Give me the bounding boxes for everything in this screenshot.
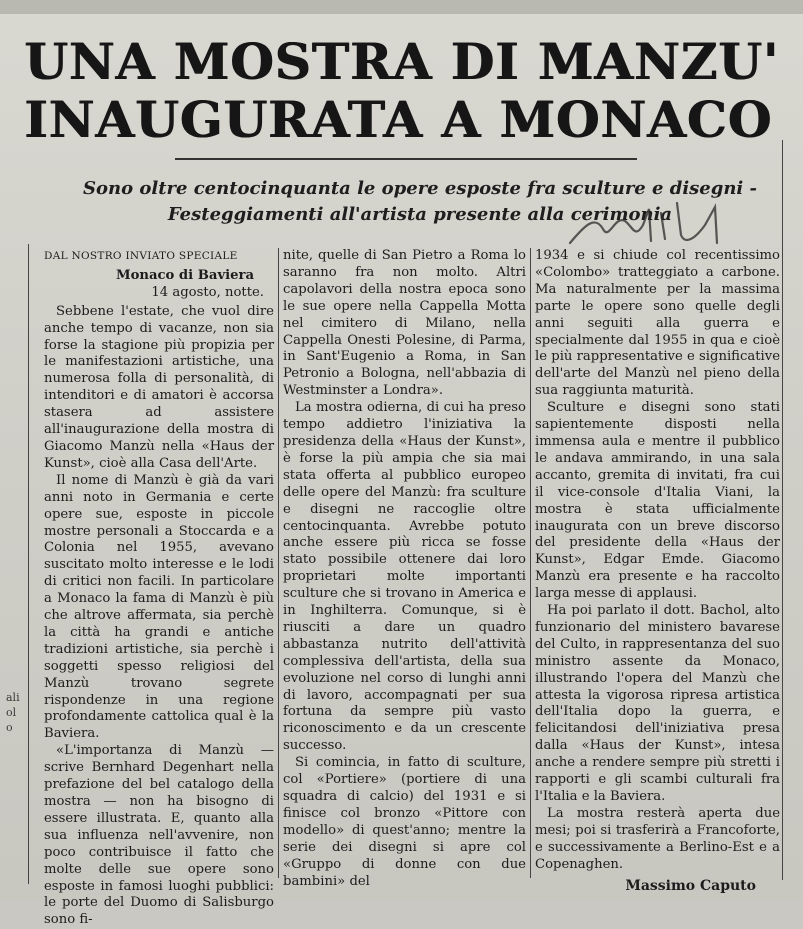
author-signature: Massimo Caputo bbox=[625, 877, 756, 894]
paragraph: La mostra odierna, di cui ha preso tempo addietro l'iniziativa la presidenza della «Haus der Kunst», è forse la più ampia che sia mai stata offerta al pubblico europeo delle opere del Manzù: fra sculture e disegni ne raccoglie oltre centocinquanta. Avrebbe potuto anche essere più ricca se fosse stato possibile ottenere dai loro proprietari molte importanti sculture che si trovano in America e in Inghilterra. Comunque, si è riusciti a dare un quadro abbastanza nutrito dell'attività complessiva dell'artista, della sua evoluzione nel corso di lunghi anni di lavoro, accompagnati per sua fortuna da sempre più vasto riconoscimento e da un crescente successo. bbox=[283, 400, 526, 754]
headline-line-1: UNA MOSTRA DI MANZU' bbox=[24, 32, 779, 91]
dateline-place: Monaco di Baviera bbox=[115, 267, 254, 283]
column-rule-2 bbox=[530, 248, 531, 878]
dateline-date: 14 agosto, notte. bbox=[151, 284, 264, 300]
article-column-2 bbox=[283, 248, 526, 890]
column-rule-left bbox=[28, 244, 29, 884]
byline: DAL NOSTRO INVIATO SPECIALE bbox=[44, 250, 238, 262]
subheadline: Sono oltre centocinquanta le opere esposte fra sculture e disegni - Festeggiamenti all'artista presente alla cerimonia bbox=[83, 178, 757, 225]
handwritten-scribble bbox=[565, 195, 740, 255]
article-column-1 bbox=[44, 248, 274, 929]
paragraph: «L'importanza di Manzù — scrive Bernhard Degenhart nella prefazione del bel catalogo della mostra — non ha bisogno di essere illustrata. E, quanto alla sua influenza nell'avvenire, non poco contribuisce il fatto che molte delle sue opere sono esposte in famosi luoghi pubblici: le porte del Duomo di Salisburgo sono fi- bbox=[44, 743, 274, 928]
clipping-top-edge bbox=[0, 0, 803, 14]
title-divider bbox=[175, 158, 637, 160]
paragraph: Sebbene l'estate, che vuol dire anche tempo di vacanze, non sia forse la stagione più propizia per le manifestazioni artistiche, una numerosa folla di personalità, di intenditori e di amatori è accorsa stasera ad assistere all'inaugurazione della mostra di Giacomo Manzù nella «Haus der Kunst», cioè alla Casa dell'Arte. bbox=[44, 303, 274, 471]
paragraph: nite, quelle di San Pietro a Roma lo saranno fra non molto. Altri capolavori della nostra epoca sono le sue opere nella Cappella Motta nel cimitero di Milano, nella Cappella Onesti Polesine, di Parma, in Sant'Eugenio a Roma, in San Petronio a Bologna, nell'abbazia di Westminster a Londra». bbox=[283, 248, 526, 399]
margin-note: aliolo bbox=[6, 691, 20, 734]
headline-line-2: INAUGURATA A MONACO bbox=[24, 90, 773, 149]
paragraph: Il nome di Manzù è già da vari anni noto in Germania e certe opere sue, esposte in piccole mostre personali a Stoccarda e a Colonia nel 1955, avevano suscitato molto interesse e le lodi di critici non facili. In particolare a Monaco la fama di Manzù è più che altrove affermata, sia perchè la città ha grandi e antiche tradizioni artistiche, sia perchè i soggetti spesso religiosi del Manzù trovano segrete rispondenze in una regione profondamente cattolica qual è la Baviera. bbox=[44, 472, 274, 742]
paragraph: La mostra resterà aperta due mesi; poi si trasferirà a Francoforte, e successivamente a Berlino-Est e a Copenaghen. bbox=[535, 805, 780, 872]
paragraph: Sculture e disegni sono stati sapientemente disposti nella immensa aula e mentre il pubblico le andava ammirando, in una sala accanto, gremita di invitati, fra cui il vice-console d'Italia Viani, la mostra è stata ufficialmente inaugurata con un breve discorso del presidente della «Haus der Kunst», Edgar Emde. Giacomo Manzù era presente e ha raccolto larga messe di applausi. bbox=[535, 400, 780, 602]
article-column-3 bbox=[535, 248, 780, 894]
paragraph: 1934 e si chiude col recentissimo «Colombo» tratteggiato a carbone. Ma naturalmente per la massima parte le opere sono quelle degli anni seguiti alla guerra e specialmente dal 1955 in qua e cioè le più rappresentative e significative dell'arte del Manzù nel pieno della sua raggiunta maturità. bbox=[535, 248, 780, 399]
column-rule-right bbox=[782, 140, 783, 880]
paragraph: Ha poi parlato il dott. Bachol, alto funzionario del ministero bavarese del Culto, in rappresentanza del suo ministro assente da Monaco, illustrando l'opera del Manzù che attesta la vigorosa ripresa artistica dell'Italia dopo la guerra, e felicitandosi dell'iniziativa presa dalla «Haus der Kunst», intesa anche a rendere sempre più stretti i rapporti e gli scambi culturali fra l'Italia e la Baviera. bbox=[535, 603, 780, 804]
paragraph: Si comincia, in fatto di sculture, col «Portiere» (portiere di una squadra di calcio) del 1931 e si finisce col bronzo «Pittore con modello» di quest'anno; mentre la serie dei disegni si apre col «Gruppo di donne con due bambini» del bbox=[283, 755, 526, 889]
column-rule-1 bbox=[278, 248, 279, 878]
